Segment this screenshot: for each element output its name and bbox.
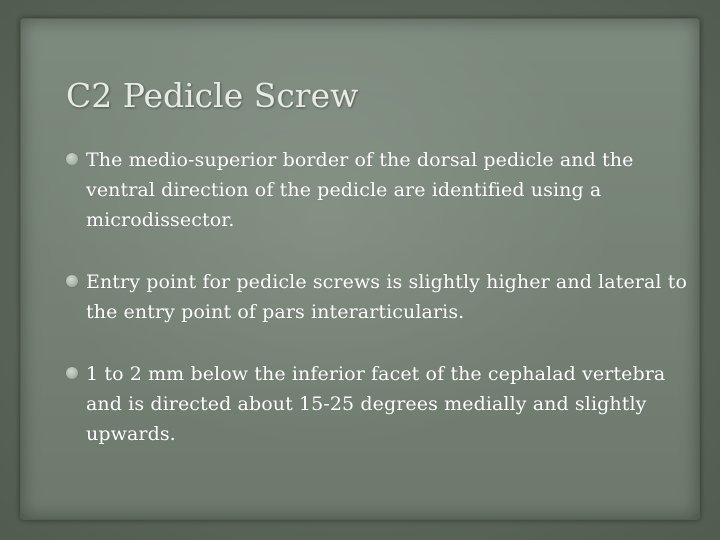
bullet-text: 1 to 2 mm below the inferior facet of the cephalad vertebra and is directed about 15-25 degrees medially and slightly upwards. (86, 363, 666, 445)
bullet-item-3 (66, 359, 701, 449)
bullet-icon (66, 153, 78, 165)
bullet-text: Entry point for pedicle screws is slightly higher and lateral to the entry point of pars interarticularis. (86, 271, 687, 323)
bullet-list (66, 145, 701, 449)
bullet-icon (66, 367, 78, 379)
slide-panel (20, 18, 700, 520)
bullet-item-1 (66, 145, 701, 235)
bullet-icon (66, 275, 78, 287)
bullet-text: The medio-superior border of the dorsal pedicle and the ventral direction of the pedicle are identified using a microdissector. (86, 149, 634, 231)
bullet-item-2 (66, 267, 701, 327)
slide-title: C2 Pedicle Screw (66, 76, 359, 115)
